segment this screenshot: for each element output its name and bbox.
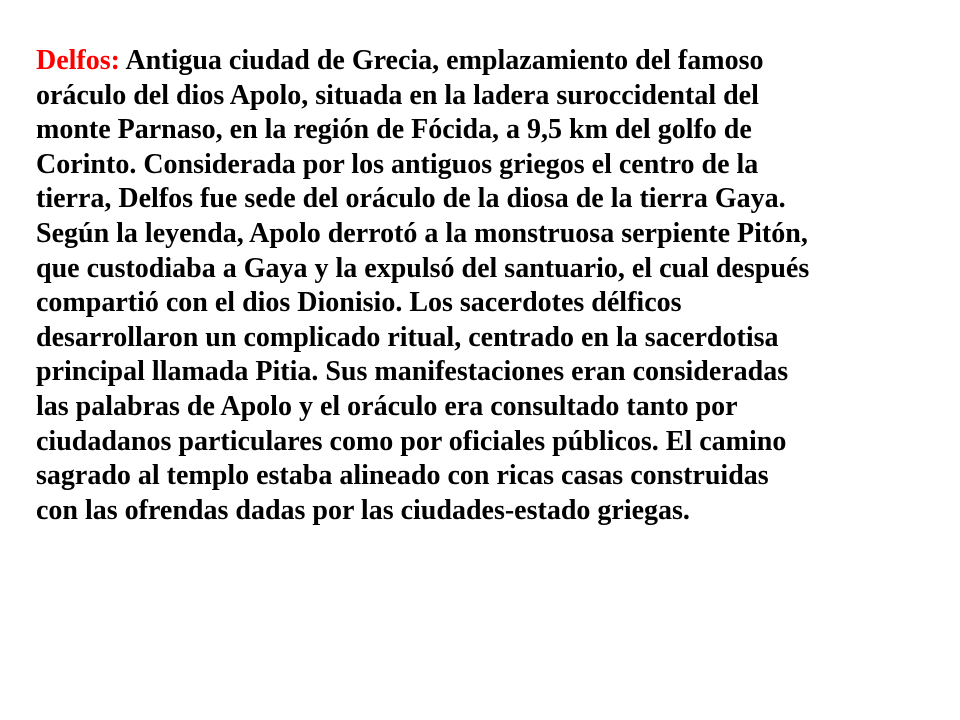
text-line-12: ciudadanos particulares como por oficiales públicos. El camino [36, 425, 787, 457]
text-line-13: sagrado al templo estaba alineado con ricas casas construidas [36, 460, 769, 492]
text-line-10: principal llamada Pitia. Sus manifestaciones eran consideradas [36, 356, 789, 388]
text-line-4: Corinto. Considerada por los antiguos griegos el centro de la [36, 148, 759, 180]
definition-paragraph [36, 44, 916, 528]
text-line-6: Según la leyenda, Apolo derrotó a la monstruosa serpiente Pitón, [36, 217, 808, 249]
text-line-5: tierra, Delfos fue sede del oráculo de la diosa de la tierra Gaya. [36, 183, 786, 215]
text-line-9: desarrollaron un complicado ritual, centrado en la sacerdotisa [36, 321, 779, 353]
term-label: Delfos: [36, 45, 120, 76]
text-line-3: monte Parnaso, en la región de Fócida, a 9,5 km del golfo de [36, 114, 752, 146]
text-line-8: compartió con el dios Dionisio. Los sacerdotes délficos [36, 287, 682, 319]
text-line-7: que custodiaba a Gaya y la expulsó del santuario, el cual después [36, 252, 810, 284]
text-line-14: con las ofrendas dadas por las ciudades-estado griegas. [36, 494, 690, 526]
text-line-1-body: Antigua ciudad de Grecia, emplazamiento del famoso [125, 45, 764, 76]
text-line-1 [36, 44, 916, 79]
text-line-2: oráculo del dios Apolo, situada en la ladera suroccidental del [36, 79, 759, 111]
text-line-11: las palabras de Apolo y el oráculo era consultado tanto por [36, 390, 738, 422]
